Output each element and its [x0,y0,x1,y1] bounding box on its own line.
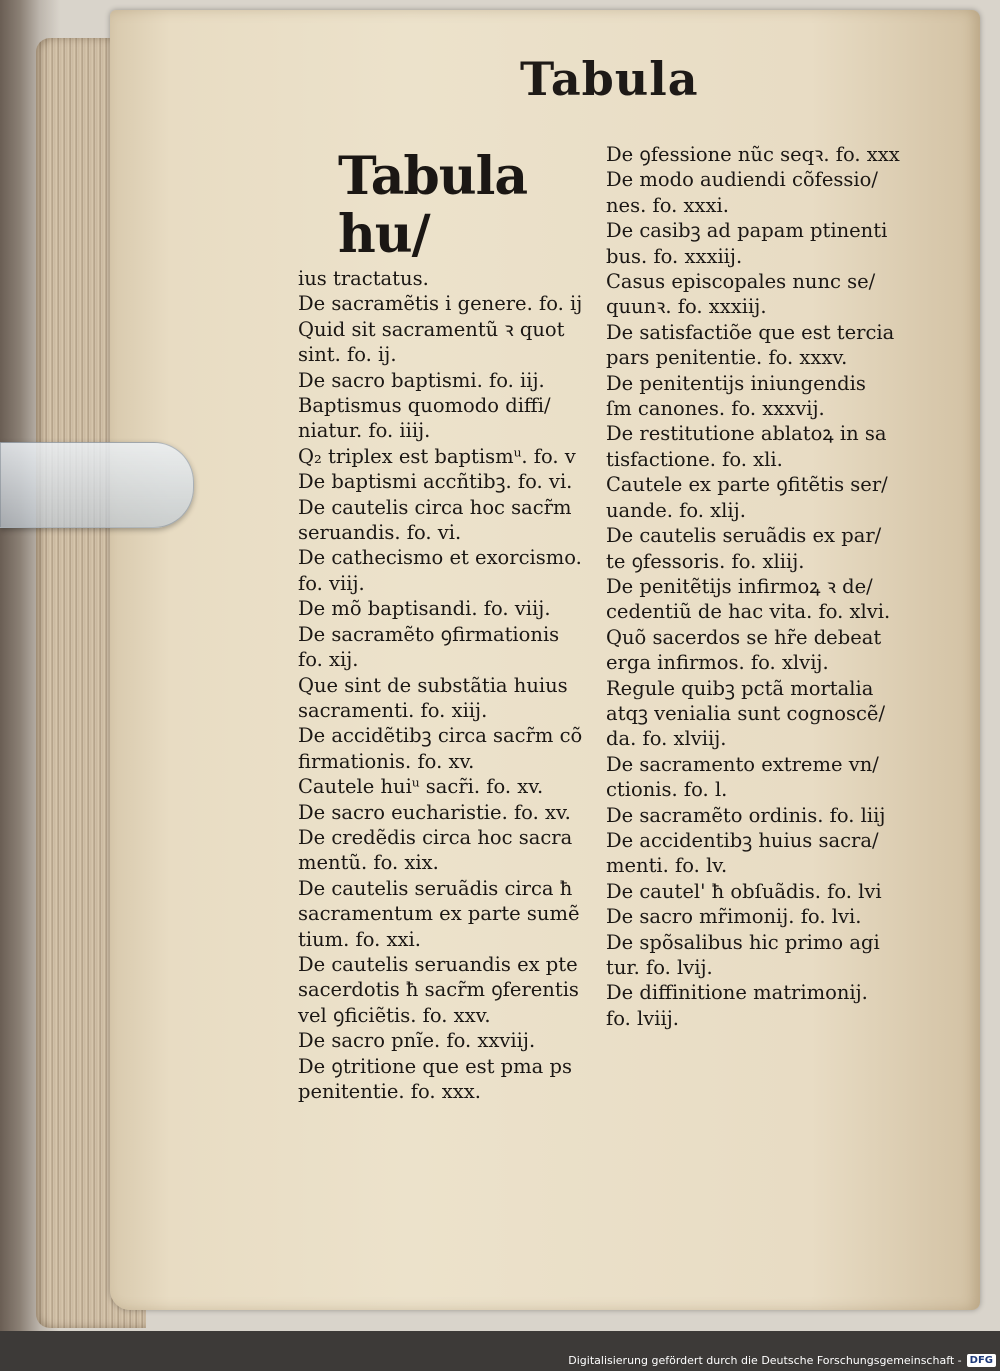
footer [568,1354,996,1367]
running-header: Tabula [520,52,699,106]
toc-line: atqꝫ venialia sunt cognoscẽ/ [606,701,886,725]
toc-line: tisfactione. fo. xli. [606,447,783,471]
toc-line: sacramenti. fo. xiij. [298,698,488,722]
toc-line: De sacro mr̃imonij. fo. lvi. [606,905,862,929]
right-column [606,142,906,1031]
toc-line: firmationis. fo. xv. [298,749,475,773]
toc-line: fo. xij. [298,648,359,672]
left-column [298,148,598,1104]
toc-line: De satisfactiõe que est tercia [606,320,895,344]
toc-line: seruandis. fo. vi. [298,521,462,545]
toc-line: De baptismi accñtibꝫ. fo. vi. [298,470,573,494]
toc-line: De cautel' ħ obſuãdis. fo. lvi [606,879,882,903]
toc-line: mentũ. fo. xix. [298,851,439,875]
bookmark-strip [0,442,194,528]
toc-line: tur. fo. lvij. [606,956,713,979]
toc-line: tium. fo. xxi. [298,927,421,951]
toc-line: De ꝯfessione nũc seqꝛ. fo. xxx [606,143,900,166]
toc-line: De mõ baptisandi. fo. viij. [298,597,551,621]
toc-line: Regule quibꝫ pctã mortalia [606,676,874,700]
toc-line: bus. fo. xxxiij. [606,244,743,268]
page-title: Tabula hu/ [338,146,528,265]
toc-line: te ꝯfessoris. fo. xliij. [606,549,805,573]
toc-line: De penitẽtijs infirmoꝝ ꝛ de/ [606,574,873,598]
toc-line: menti. fo. lv. [606,854,728,878]
toc-line: Cautele huiᵘ sacr̃i. fo. xv. [298,775,544,799]
toc-line: Quid sit sacramentũ ꝛ quot [298,317,565,341]
toc-line: De cautelis seruandis ex pte [298,952,578,976]
footer-credit: Digitalisierung gefördert durch die Deutsche Forschungsgemeinschaft - [568,1354,962,1367]
toc-line: De sacramento extreme vn/ [606,752,879,776]
toc-line: Quõ sacerdos se hr̃e debeat [606,625,882,649]
toc-line: De sacro pnĩe. fo. xxviij. [298,1029,536,1053]
toc-line: da. fo. xlviij. [606,727,727,751]
toc-line: De accidentibꝫ huius sacra/ [606,828,879,852]
toc-line: sacerdotis ħ sacr̃m ꝯferentis [298,978,579,1002]
toc-line: Que sint de substãtia huius [298,673,568,697]
toc-line: Casus episcopales nunc se/ [606,270,876,294]
toc-line: nes. fo. xxxi. [606,193,729,217]
toc-line: sacramentum ex parte sumẽ [298,902,580,926]
toc-line: vel ꝯficiẽtis. fo. xxv. [298,1003,491,1027]
toc-line: penitentie. fo. xxx. [298,1080,481,1103]
toc-line: fo. viij. [298,571,365,595]
toc-line: De credẽdis circa hoc sacra [298,825,573,849]
toc-line: Q₂ triplex est baptismᵘ. fo. v [298,444,576,468]
toc-line: erga infirmos. fo. xlvij. [606,651,829,675]
toc-line: De cautelis circa hoc sacr̃m [298,495,572,519]
toc-line: De sacramẽto ordinis. fo. liij [606,803,886,827]
toc-line: ctionis. fo. l. [606,778,728,802]
toc-line: uande. fo. xlij. [606,498,746,522]
toc-line: Cautele ex parte ꝯfitẽtis ser/ [606,473,888,497]
toc-line: De sacramẽtis i genere. fo. ij [298,292,583,316]
toc-line: De cautelis seruãdis circa ħ [298,876,573,900]
toc-line: ius tractatus. [298,267,429,290]
toc-line: De cathecismo et exorcismo. [298,546,582,570]
toc-line: De diffinitione matrimonij. [606,981,868,1005]
toc-line: cedentiũ de hac vita. fo. xlvi. [606,600,891,624]
toc-line: De sacramẽto ꝯfirmationis [298,622,560,646]
toc-line: De accidẽtibꝫ circa sacr̃m cõ [298,724,583,748]
toc-line: De modo audiendi cõfessio/ [606,168,878,192]
toc-line: pars penitentie. fo. xxxv. [606,346,848,370]
right-lines [606,142,906,1031]
toc-line: De restitutione ablatoꝝ in sa [606,422,887,446]
toc-line: De sacro eucharistie. fo. xv. [298,800,571,824]
toc-line: De ꝯtritione que est pma ps [298,1054,572,1078]
toc-line: fo. lviij. [606,1006,679,1030]
toc-line: quunꝛ. fo. xxxiij. [606,295,767,319]
dfg-logo: DFG [967,1354,996,1367]
toc-line: De spõsalibus hic primo agi [606,930,880,954]
toc-line: De penitentijs iniungendis [606,371,866,395]
toc-line: niatur. fo. iiij. [298,419,431,443]
toc-line: De cautelis seruãdis ex par/ [606,524,882,548]
toc-line: De casibꝫ ad papam ptinenti [606,219,888,243]
left-lines [298,266,598,1104]
toc-line: ſm canones. fo. xxxvij. [606,397,825,421]
toc-line: sint. fo. ij. [298,343,397,367]
toc-line: De sacro baptismi. fo. iij. [298,368,545,392]
toc-line: Baptismus quomodo diffi/ [298,394,551,418]
